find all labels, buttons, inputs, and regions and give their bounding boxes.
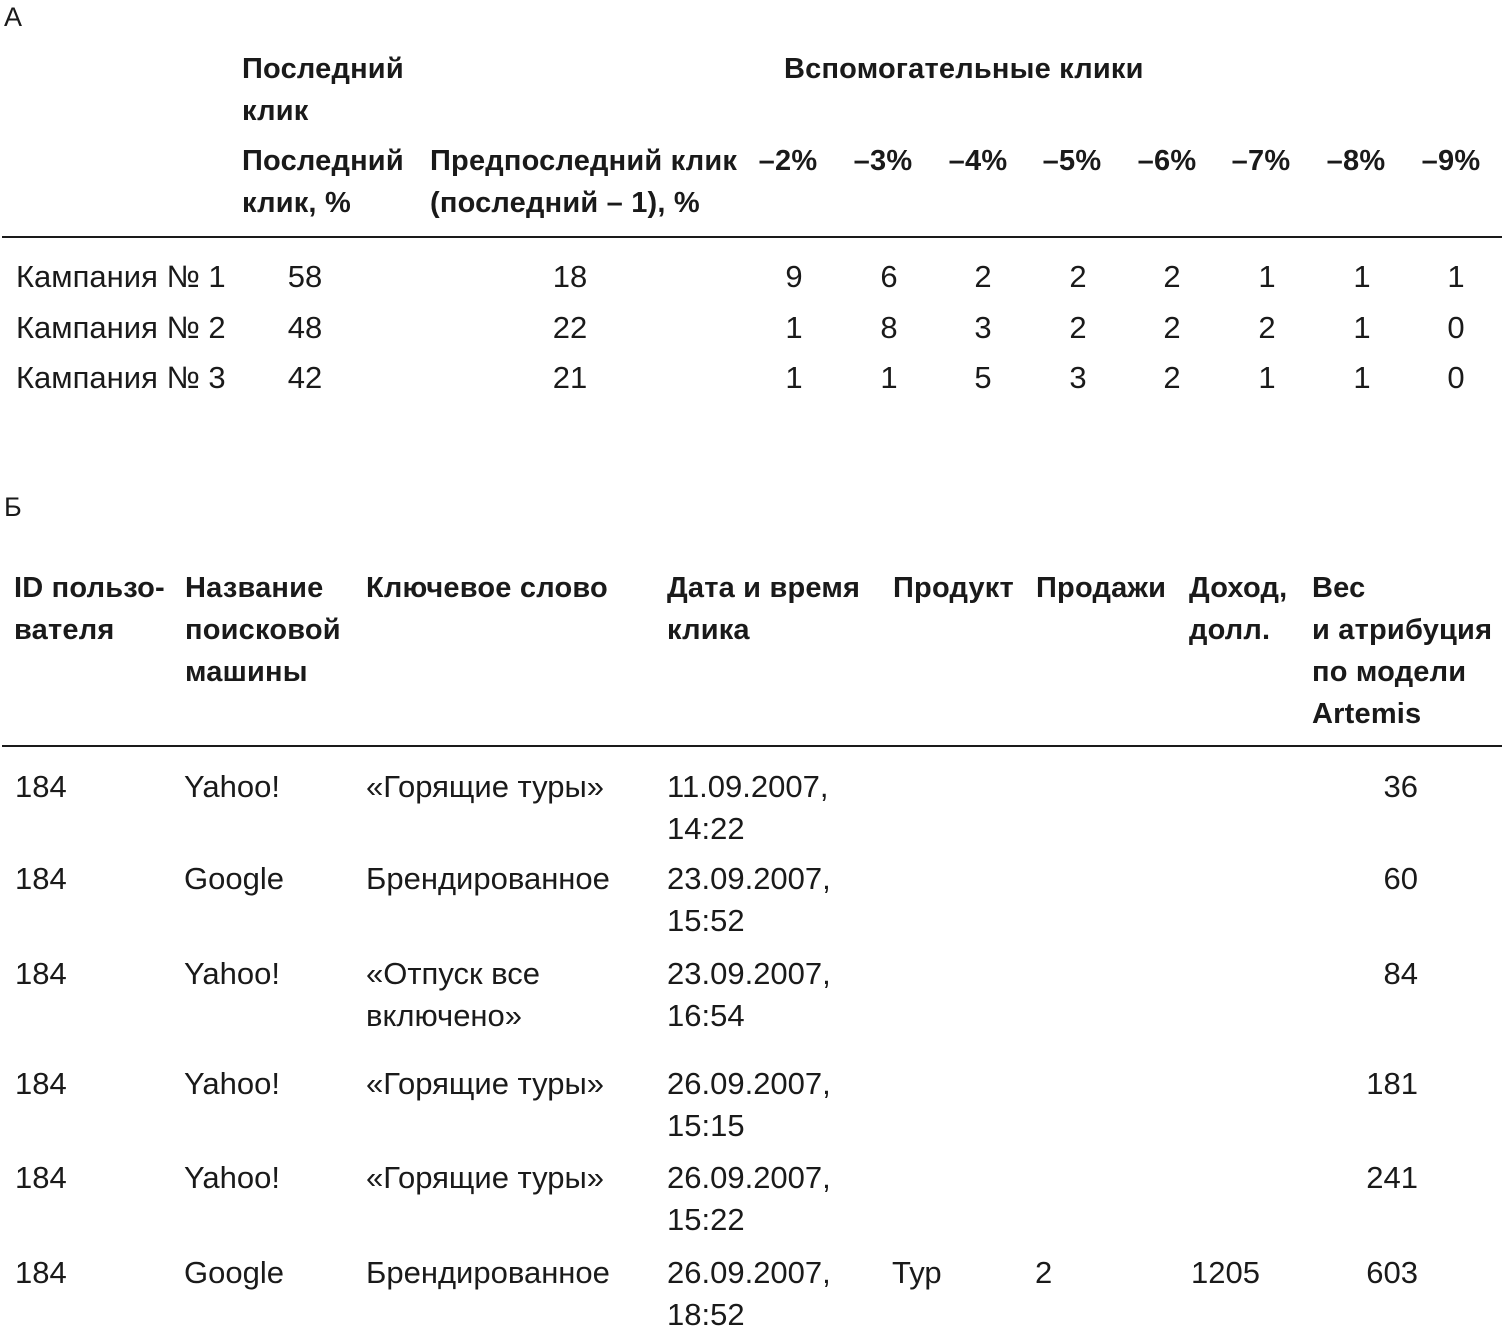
keyword-cell <box>366 953 540 1037</box>
product-cell: Тур <box>892 1255 942 1290</box>
col-header-user-id <box>14 567 165 651</box>
prev-click-value: 21 <box>552 360 588 395</box>
assist-header: –7% <box>1231 145 1291 177</box>
datetime-cell <box>667 953 831 1037</box>
col-header-line: Дата и время <box>667 572 861 604</box>
group-header-last-click: Последний клик <box>242 53 404 127</box>
weight-cell: 60 <box>1383 861 1418 896</box>
col-header-line: клик, % <box>242 187 351 219</box>
prev-click-value: 18 <box>552 259 588 294</box>
col-header-line: ID пользо- <box>14 572 165 604</box>
last-click-value: 42 <box>287 360 323 395</box>
keyword-cell: «Горящие туры» <box>366 1160 605 1195</box>
assist-value: 1 <box>1353 259 1371 294</box>
weight-cell: 84 <box>1383 956 1418 991</box>
keyword-cell: Брендированное <box>366 1255 610 1290</box>
col-header-keyword <box>366 567 608 609</box>
assist-value: 1 <box>880 360 898 395</box>
datetime-cell <box>667 766 828 850</box>
col-header-line: и атрибуция <box>1312 614 1493 646</box>
campaign-name: Кампания № 2 <box>16 310 226 345</box>
time-text: 16:54 <box>667 998 745 1033</box>
assist-value: 1 <box>1258 259 1276 294</box>
weight-cell: 241 <box>1366 1160 1418 1195</box>
keyword-cell: «Горящие туры» <box>366 769 605 804</box>
engine-cell: Google <box>184 1255 284 1290</box>
assist-value: 3 <box>1069 360 1087 395</box>
assist-value: 8 <box>880 310 898 345</box>
assist-value: 0 <box>1447 310 1465 345</box>
time-text: 15:15 <box>667 1108 745 1143</box>
col-header-sales <box>1036 567 1166 609</box>
assist-header: –2% <box>758 145 818 177</box>
col-header-search-engine <box>185 567 341 693</box>
col-header-revenue <box>1189 567 1287 651</box>
user-id-cell: 184 <box>15 769 67 804</box>
col-header-datetime <box>667 567 860 651</box>
assist-value: 2 <box>1163 259 1181 294</box>
weight-cell: 603 <box>1366 1255 1418 1290</box>
user-id-cell: 184 <box>15 956 67 991</box>
date-text: 23.09.2007, <box>667 956 831 991</box>
time-text: 15:52 <box>667 903 745 938</box>
sales-cell: 2 <box>1035 1255 1053 1290</box>
weight-cell: 181 <box>1366 1066 1418 1101</box>
col-header-line: Продукт <box>893 572 1014 604</box>
datetime-cell <box>667 858 831 942</box>
col-header-line: Ключевое слово <box>366 572 608 604</box>
assist-header: –8% <box>1326 145 1386 177</box>
engine-cell: Yahoo! <box>184 1160 280 1195</box>
assist-value: 1 <box>1447 259 1465 294</box>
last-click-value: 58 <box>287 259 323 294</box>
time-text: 15:22 <box>667 1202 745 1237</box>
engine-cell: Yahoo! <box>184 769 280 804</box>
assist-header: –4% <box>948 145 1008 177</box>
user-id-cell: 184 <box>15 1066 67 1101</box>
assist-value: 1 <box>785 360 803 395</box>
prev-click-value: 22 <box>552 310 588 345</box>
user-id-cell: 184 <box>15 1160 67 1195</box>
col-header-line: Последний <box>242 145 404 177</box>
assist-value: 2 <box>1069 310 1087 345</box>
col-header-line: машины <box>185 656 308 688</box>
col-header-prev-click <box>430 140 737 224</box>
campaign-name: Кампания № 3 <box>16 360 226 395</box>
date-text: 11.09.2007, <box>667 769 829 804</box>
datetime-cell <box>667 1063 831 1147</box>
assist-value: 1 <box>1353 360 1371 395</box>
last-click-value: 48 <box>287 310 323 345</box>
date-text: 23.09.2007, <box>667 861 831 896</box>
user-id-cell: 184 <box>15 861 67 896</box>
group-header-assist-clicks: Вспомогательные клики <box>784 53 1144 85</box>
assist-header: –3% <box>853 145 913 177</box>
assist-value: 2 <box>1163 310 1181 345</box>
col-header-line: Продажи <box>1036 572 1167 604</box>
engine-cell: Google <box>184 861 284 896</box>
col-header-product <box>893 567 1014 609</box>
assist-value: 2 <box>1069 259 1087 294</box>
col-header-line: (последний – 1), % <box>430 187 700 219</box>
campaign-name: Кампания № 1 <box>16 259 226 294</box>
col-header-line: вателя <box>14 614 115 646</box>
col-header-line: Название <box>185 572 324 604</box>
assist-value: 2 <box>974 259 992 294</box>
datetime-cell <box>667 1157 831 1241</box>
col-header-weight-attribution <box>1312 567 1492 735</box>
col-header-line: Artemis <box>1312 698 1422 730</box>
assist-value: 1 <box>1353 310 1371 345</box>
col-header-line: долл. <box>1189 614 1271 646</box>
col-header-line: Вес <box>1312 572 1366 604</box>
col-header-line: по модели <box>1312 656 1467 688</box>
assist-value: 1 <box>785 310 803 345</box>
engine-cell: Yahoo! <box>184 956 280 991</box>
revenue-cell: 1205 <box>1191 1255 1260 1290</box>
col-header-line: поисковой <box>185 614 341 646</box>
keyword-line: включено» <box>366 998 523 1033</box>
col-header-line: Доход, <box>1189 572 1288 604</box>
date-text: 26.09.2007, <box>667 1255 831 1290</box>
section-a-header-rule <box>2 236 1502 238</box>
keyword-cell: «Горящие туры» <box>366 1066 605 1101</box>
assist-value: 6 <box>880 259 898 294</box>
weight-cell: 36 <box>1383 769 1418 804</box>
section-a-label: А <box>4 2 23 32</box>
assist-value: 2 <box>1258 310 1276 345</box>
assist-header: –6% <box>1137 145 1197 177</box>
time-text: 14:22 <box>667 811 745 846</box>
assist-header: –5% <box>1042 145 1102 177</box>
assist-value: 2 <box>1163 360 1181 395</box>
col-header-line: клика <box>667 614 750 646</box>
date-text: 26.09.2007, <box>667 1160 831 1195</box>
assist-value: 0 <box>1447 360 1465 395</box>
assist-value: 1 <box>1258 360 1276 395</box>
date-text: 26.09.2007, <box>667 1066 831 1101</box>
col-header-last-click-pct <box>242 140 404 224</box>
time-text: 18:52 <box>667 1297 745 1332</box>
assist-value: 5 <box>974 360 992 395</box>
keyword-cell: Брендированное <box>366 861 610 896</box>
datetime-cell <box>667 1252 831 1336</box>
section-b-header-rule <box>2 745 1502 747</box>
col-header-line: Предпоследний клик <box>430 145 738 177</box>
user-id-cell: 184 <box>15 1255 67 1290</box>
keyword-line: «Отпуск все <box>366 956 541 991</box>
assist-value: 9 <box>785 259 803 294</box>
assist-value: 3 <box>974 310 992 345</box>
engine-cell: Yahoo! <box>184 1066 280 1101</box>
section-b-label: Б <box>4 492 22 522</box>
assist-header: –9% <box>1421 145 1481 177</box>
